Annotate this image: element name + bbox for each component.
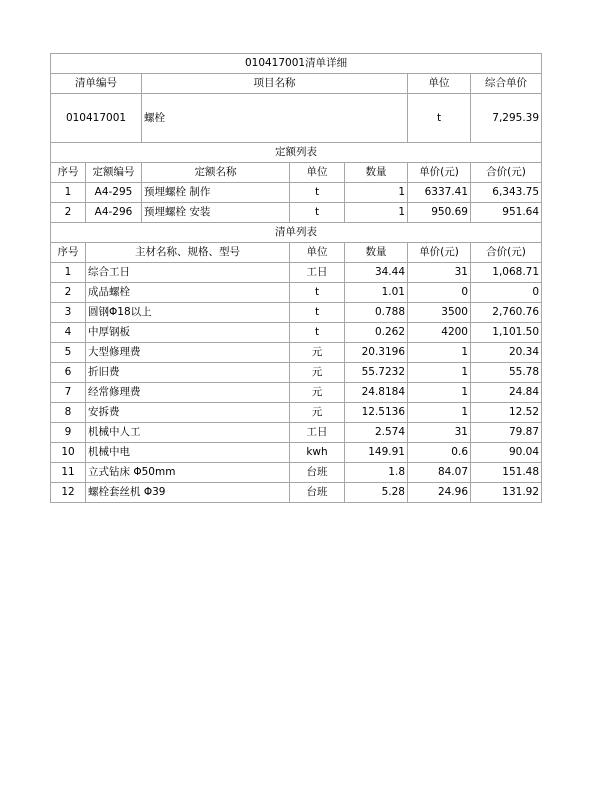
quota-code: A4-295: [86, 183, 142, 203]
bill-section-title-row: [51, 223, 542, 243]
col-unit: 单位: [408, 74, 471, 94]
quota-qty: 1: [345, 183, 408, 203]
bill-row-qty: 1.8: [345, 463, 408, 483]
quota-no: 2: [51, 203, 86, 223]
bill-row-qty: 12.5136: [345, 403, 408, 423]
bill-row-name: 机械中人工: [86, 423, 290, 443]
col-item-name: 项目名称: [142, 74, 408, 94]
table-row: [51, 283, 542, 303]
bill-row-no: 9: [51, 423, 86, 443]
table-row: [51, 363, 542, 383]
bill-row-unit: 元: [290, 363, 345, 383]
bill-row-unit: 元: [290, 403, 345, 423]
bill-row-no: 7: [51, 383, 86, 403]
bill-row-unit: kwh: [290, 443, 345, 463]
bill-row-no: 4: [51, 323, 86, 343]
quota-code: A4-296: [86, 203, 142, 223]
bill-row-unit: 台班: [290, 483, 345, 503]
bill-row-name: 折旧费: [86, 363, 290, 383]
bill-row-unit: 工日: [290, 423, 345, 443]
quota-price: 6337.41: [408, 183, 471, 203]
bill-code: 010417001: [51, 94, 142, 143]
bill-row-no: 3: [51, 303, 86, 323]
bill-row-qty: 1.01: [345, 283, 408, 303]
bill-row-unit: t: [290, 323, 345, 343]
bill-row-name: 经常修理费: [86, 383, 290, 403]
bill-row-no: 6: [51, 363, 86, 383]
quota-unit: t: [290, 203, 345, 223]
col-unit-price: 综合单价: [471, 74, 542, 94]
bill-row-unit: 元: [290, 383, 345, 403]
bill-row-unit: 工日: [290, 263, 345, 283]
bill-row-total: 90.04: [471, 443, 542, 463]
quota-col-code: 定额编号: [86, 163, 142, 183]
bill-row-qty: 55.7232: [345, 363, 408, 383]
quota-name: 预埋螺栓 安装: [142, 203, 290, 223]
table-row: [51, 403, 542, 423]
bill-row-qty: 0.788: [345, 303, 408, 323]
bill-row-total: 131.92: [471, 483, 542, 503]
table-row: [51, 423, 542, 443]
bill-row-price: 24.96: [408, 483, 471, 503]
bill-row-unit: t: [290, 303, 345, 323]
bill-row-price: 4200: [408, 323, 471, 343]
quota-col-unit: 单位: [290, 163, 345, 183]
table-row: [51, 443, 542, 463]
bill-row-total: 0: [471, 283, 542, 303]
bill-row-total: 55.78: [471, 363, 542, 383]
bill-row-name: 成品螺栓: [86, 283, 290, 303]
bill-row-total: 1,101.50: [471, 323, 542, 343]
quota-col-price: 单价(元): [408, 163, 471, 183]
bill-row-qty: 149.91: [345, 443, 408, 463]
bill-row-qty: 24.8184: [345, 383, 408, 403]
bill-row-unit: 台班: [290, 463, 345, 483]
bill-row-total: 20.34: [471, 343, 542, 363]
bill-row-price: 1: [408, 363, 471, 383]
col-bill-code: 清单编号: [51, 74, 142, 94]
quota-total: 951.64: [471, 203, 542, 223]
quota-col-no: 序号: [51, 163, 86, 183]
table-row: [51, 323, 542, 343]
quota-total: 6,343.75: [471, 183, 542, 203]
bill-row-name: 安拆费: [86, 403, 290, 423]
table-title: 010417001清单详细: [51, 54, 542, 74]
bill-col-name: 主材名称、规格、型号: [86, 243, 290, 263]
table-row: [51, 483, 542, 503]
bill-row-name: 机械中电: [86, 443, 290, 463]
item-price: 7,295.39: [471, 94, 542, 143]
bill-row-no: 10: [51, 443, 86, 463]
bill-row-price: 1: [408, 403, 471, 423]
bill-row-unit: t: [290, 283, 345, 303]
quota-row: [51, 183, 542, 203]
bill-row-no: 1: [51, 263, 86, 283]
bill-row-unit: 元: [290, 343, 345, 363]
bill-row-price: 1: [408, 383, 471, 403]
bill-row-total: 2,760.76: [471, 303, 542, 323]
bill-row-qty: 2.574: [345, 423, 408, 443]
bill-row-qty: 0.262: [345, 323, 408, 343]
bill-row-total: 79.87: [471, 423, 542, 443]
bill-summary-row: [51, 94, 542, 143]
bill-row-total: 1,068.71: [471, 263, 542, 283]
bill-row-qty: 34.44: [345, 263, 408, 283]
quota-col-qty: 数量: [345, 163, 408, 183]
item-name: 螺栓: [142, 94, 408, 143]
header-columns-row: [51, 74, 542, 94]
bill-col-no: 序号: [51, 243, 86, 263]
bill-row-total: 12.52: [471, 403, 542, 423]
bill-row-total: 24.84: [471, 383, 542, 403]
table-row: [51, 383, 542, 403]
bill-row-name: 中厚钢板: [86, 323, 290, 343]
bill-row-name: 螺栓套丝机 Φ39: [86, 483, 290, 503]
bill-row-price: 0.6: [408, 443, 471, 463]
bill-detail-table: [50, 53, 542, 503]
quota-section-title-row: [51, 143, 542, 163]
quota-price: 950.69: [408, 203, 471, 223]
bill-row-no: 2: [51, 283, 86, 303]
bill-row-name: 圆钢Φ18以上: [86, 303, 290, 323]
bill-col-unit: 单位: [290, 243, 345, 263]
table-row: [51, 303, 542, 323]
quota-row: [51, 203, 542, 223]
bill-row-qty: 5.28: [345, 483, 408, 503]
bill-section-title: 清单列表: [51, 223, 542, 243]
bill-row-total: 151.48: [471, 463, 542, 483]
bill-col-price: 单价(元): [408, 243, 471, 263]
quota-no: 1: [51, 183, 86, 203]
quota-col-name: 定额名称: [142, 163, 290, 183]
bill-row-name: 综合工日: [86, 263, 290, 283]
bill-row-no: 12: [51, 483, 86, 503]
table-title-row: [51, 54, 542, 74]
bill-row-no: 11: [51, 463, 86, 483]
bill-row-price: 1: [408, 343, 471, 363]
bill-row-price: 0: [408, 283, 471, 303]
quota-section-title: 定额列表: [51, 143, 542, 163]
bill-row-no: 5: [51, 343, 86, 363]
bill-row-qty: 20.3196: [345, 343, 408, 363]
bill-col-qty: 数量: [345, 243, 408, 263]
quota-qty: 1: [345, 203, 408, 223]
bill-row-price: 31: [408, 263, 471, 283]
bill-row-no: 8: [51, 403, 86, 423]
item-unit: t: [408, 94, 471, 143]
quota-name: 预埋螺栓 制作: [142, 183, 290, 203]
quota-unit: t: [290, 183, 345, 203]
bill-row-name: 大型修理费: [86, 343, 290, 363]
table-row: [51, 263, 542, 283]
bill-row-name: 立式钻床 Φ50mm: [86, 463, 290, 483]
bill-col-total: 合价(元): [471, 243, 542, 263]
bill-row-price: 84.07: [408, 463, 471, 483]
bill-row-price: 3500: [408, 303, 471, 323]
quota-col-total: 合价(元): [471, 163, 542, 183]
quota-header-row: [51, 163, 542, 183]
table-row: [51, 343, 542, 363]
bill-row-price: 31: [408, 423, 471, 443]
bill-header-row: [51, 243, 542, 263]
table-row: [51, 463, 542, 483]
